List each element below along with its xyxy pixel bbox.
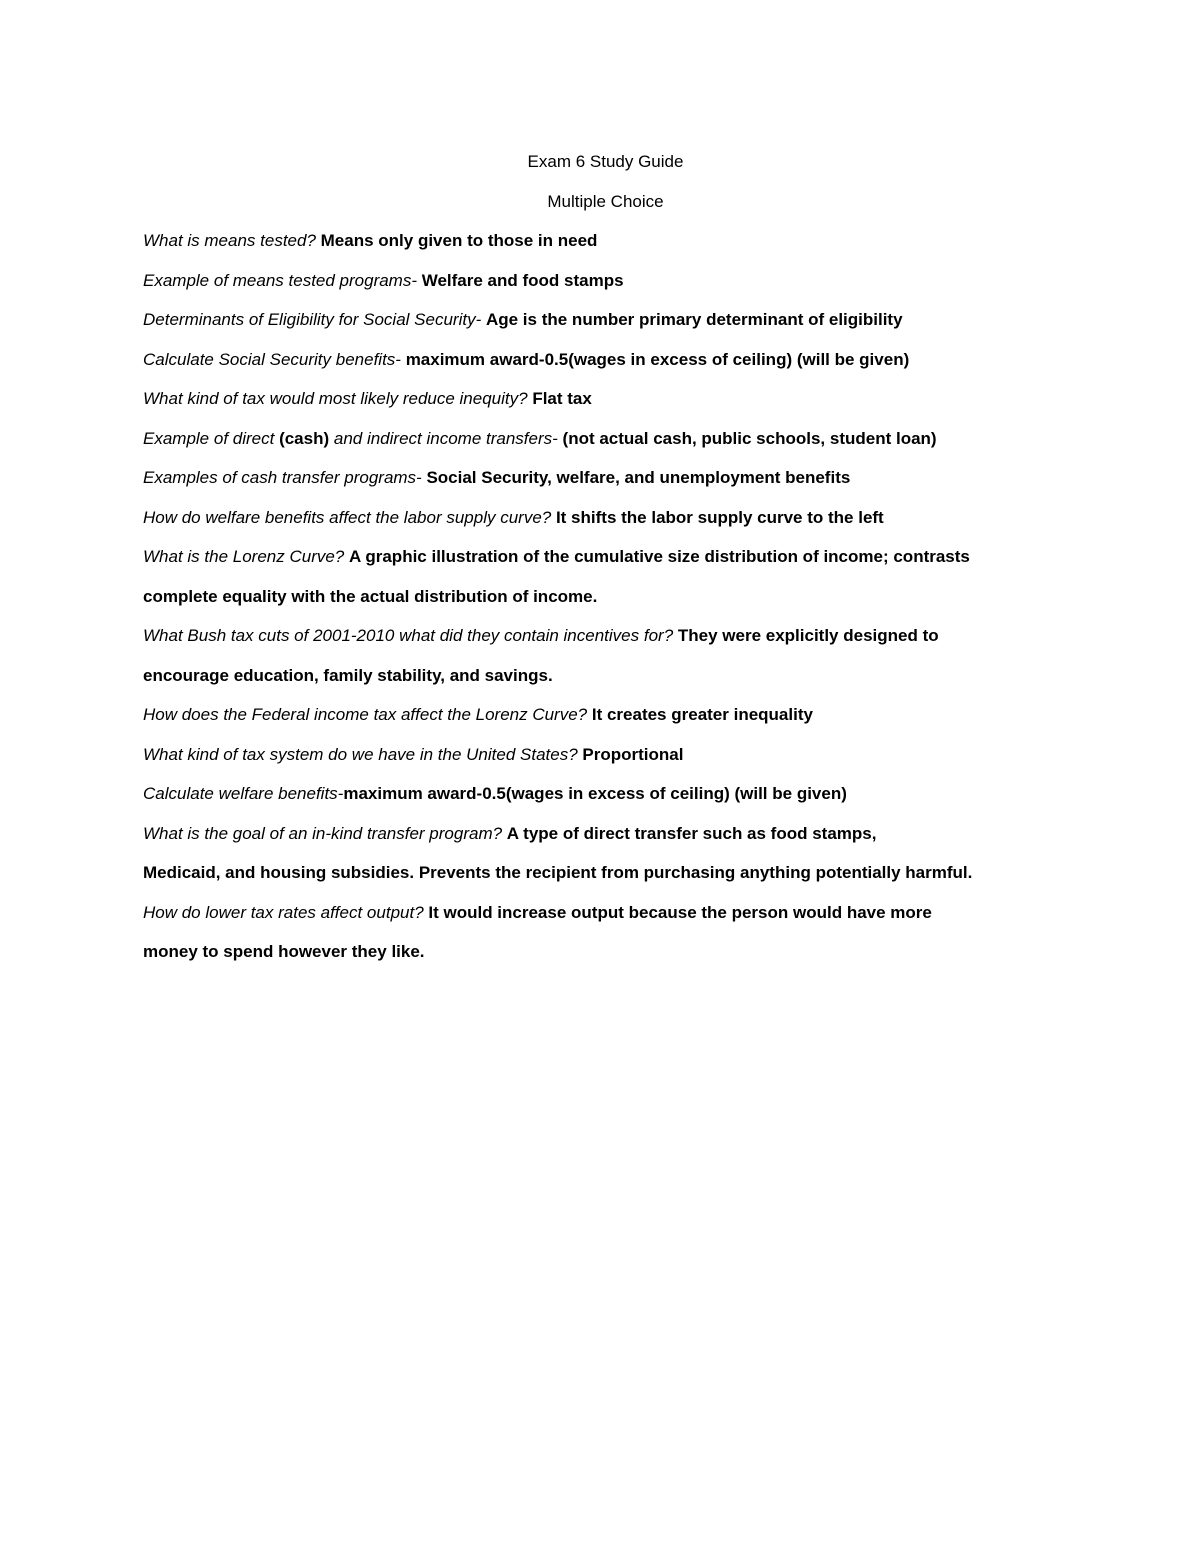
study-guide-line	[143, 261, 1068, 301]
answer-text: Means only given to those in need	[320, 231, 598, 250]
question-text: What kind of tax would most likely reduce inequity?	[143, 389, 533, 408]
question-text: What kind of tax system do we have in the United States?	[143, 744, 583, 764]
study-guide-line	[143, 537, 1068, 577]
answer-text: money to spend however they like.	[143, 942, 425, 961]
question-text: Calculate welfare benefits-	[143, 784, 344, 803]
study-guide-line	[143, 774, 1068, 814]
study-guide-line	[143, 419, 1068, 459]
study-guide-line	[143, 814, 1068, 854]
answer-text: It shifts the labor supply curve to the left	[555, 507, 884, 527]
study-guide-line	[143, 932, 1068, 972]
study-guide-line	[143, 340, 1068, 380]
answer-text: Social Security, welfare, and unemployment benefits	[426, 468, 851, 487]
study-guide-lines	[143, 221, 1068, 972]
document-title: Exam 6 Study Guide	[527, 152, 684, 171]
answer-text: Age is the number primary determinant of eligibility	[485, 310, 903, 329]
answer-text: A graphic illustration of the cumulative size distribution of income; contrasts	[348, 547, 970, 566]
answer-text: A type of direct transfer such as food stamps,	[506, 823, 877, 843]
document-body	[143, 142, 1068, 972]
study-guide-line	[143, 695, 1068, 735]
answer-text: Medicaid, and housing subsidies. Prevents the recipient from purchasing anything potentially harmful.	[143, 863, 973, 882]
study-guide-line	[143, 893, 1068, 933]
answer-text: Welfare and food stamps	[421, 270, 624, 290]
question-text: What is the goal of an in-kind transfer program?	[143, 823, 507, 843]
answer-text: (not actual cash, public schools, student loan)	[562, 428, 937, 448]
study-guide-line	[143, 735, 1068, 775]
study-guide-line	[143, 300, 1068, 340]
question-text: Examples of cash transfer programs-	[143, 468, 427, 487]
question-text: How do lower tax rates affect output?	[143, 902, 429, 922]
study-guide-line	[143, 656, 1068, 696]
answer-text: It creates greater inequality	[591, 705, 813, 724]
section-heading: Multiple Choice	[547, 191, 664, 211]
question-text: and indirect income transfers-	[329, 428, 563, 448]
study-guide-line	[143, 577, 1068, 617]
question-text: What is means tested?	[143, 231, 321, 250]
question-text: What Bush tax cuts of 2001-2010 what did they contain incentives for?	[143, 626, 678, 645]
study-guide-line	[143, 458, 1068, 498]
answer-text: complete equality with the actual distribution of income.	[143, 586, 598, 606]
study-guide-line	[143, 853, 1068, 893]
question-text: What is the Lorenz Curve?	[143, 547, 349, 566]
answer-text: They were explicitly designed to	[677, 626, 939, 645]
answer-text: Flat tax	[532, 389, 592, 408]
answer-text: maximum award-0.5(wages in excess of ceiling) (will be given)	[343, 784, 847, 803]
question-text: How do welfare benefits affect the labor supply curve?	[143, 507, 556, 527]
answer-text: (cash)	[279, 428, 330, 448]
question-text: How does the Federal income tax affect the Lorenz Curve?	[143, 705, 592, 724]
study-guide-line	[143, 498, 1068, 538]
question-text: Calculate Social Security benefits-	[143, 349, 406, 369]
question-text: Determinants of Eligibility for Social Security-	[143, 310, 486, 329]
answer-text: Proportional	[582, 744, 684, 764]
study-guide-line	[143, 379, 1068, 419]
question-text: Example of means tested programs-	[143, 270, 422, 290]
study-guide-line	[143, 616, 1068, 656]
answer-text: encourage education, family stability, and savings.	[143, 665, 553, 685]
study-guide-line	[143, 221, 1068, 261]
answer-text: It would increase output because the person would have more	[428, 902, 932, 922]
question-text: Example of direct	[143, 428, 280, 448]
answer-text: maximum award-0.5(wages in excess of ceiling) (will be given)	[405, 349, 910, 369]
